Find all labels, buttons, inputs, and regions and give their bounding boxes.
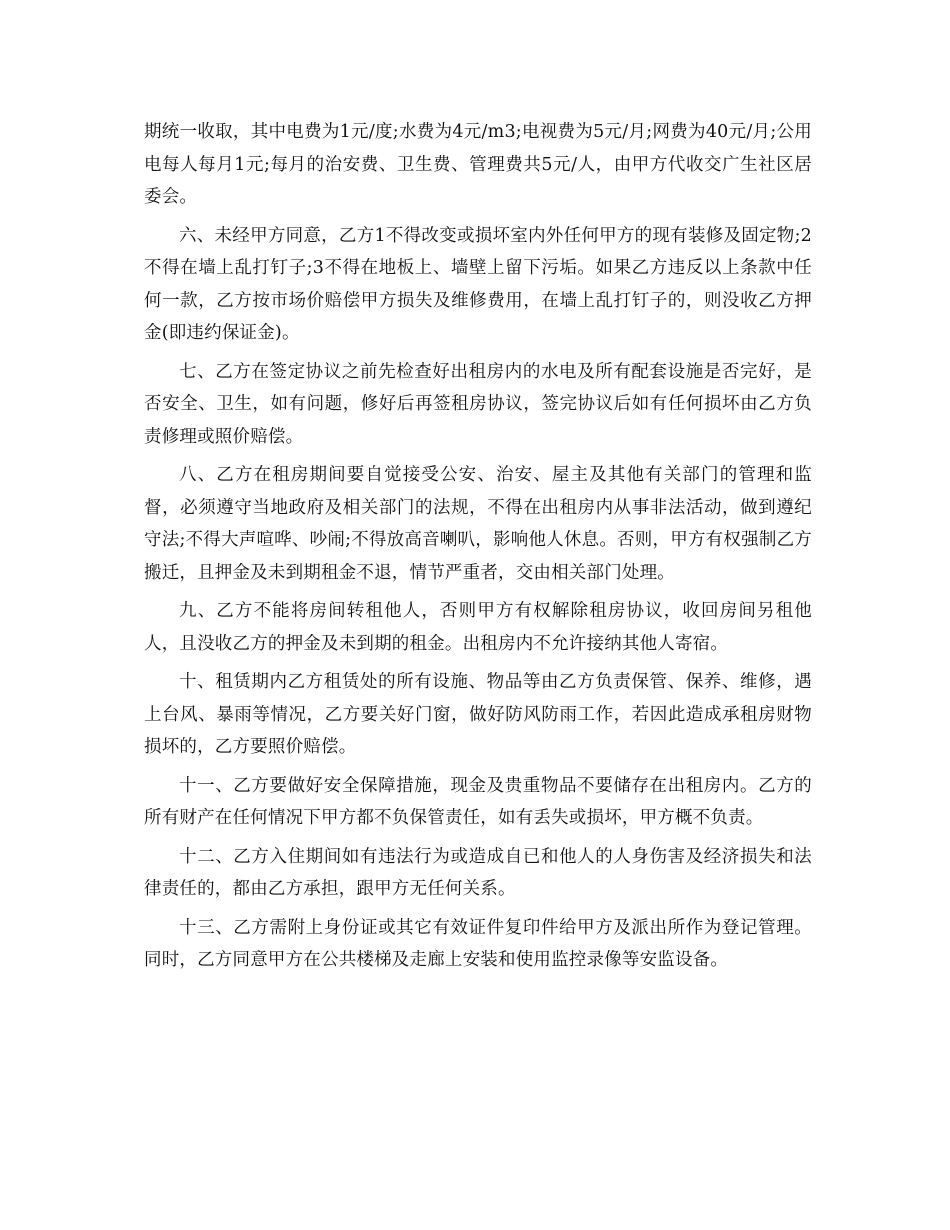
paragraph-clause-9: 九、乙方不能将房间转租他人，否则甲方有权解除租房协议，收回房间另租他人，且没收乙方的押金及未到期的租金。出租房内不允许接纳其他人寄宿。 <box>144 601 812 654</box>
paragraph-clause-8: 八、乙方在租房期间要自觉接受公安、治安、屋主及其他有关部门的管理和监督，必须遵守当地政府及相关部门的法规，不得在出租房内从事非法活动，做到遵纪守法;不得大声喧哗、吵闹;不得放高音喇叭，影响他人休息。否则，甲方有权强制乙方搬迁，且押金及未到期租金不退，情节严重者，交由相关部门处理。 <box>144 465 812 583</box>
paragraph-clause-7: 七、乙方在签定协议之前先检查好出租房内的水电及所有配套设施是否完好，是否安全、卫生，如有问题，修好后再签租房协议，签完协议后如有任何损坏由乙方负责修理或照价赔偿。 <box>144 361 812 447</box>
document-body <box>144 116 812 983</box>
paragraph-clause-10: 十、租赁期内乙方租赁处的所有设施、物品等由乙方负责保管、保养、维修，遇上台风、暴雨等情况，乙方要关好门窗，做好防风防雨工作，若因此造成承租房财物损坏的，乙方要照价赔偿。 <box>144 672 812 757</box>
paragraph-clause-11: 十一、乙方要做好安全保障措施，现金及贵重物品不要储存在出租房内。乙方的所有财产在任何情况下甲方都不负保管责任，如有丢失或损坏，甲方概不负责。 <box>144 775 812 828</box>
paragraph-clause-12: 十二、乙方入住期间如有违法行为或造成自已和他人的人身伤害及经济损失和法律责任的，都由乙方承担，跟甲方无任何关系。 <box>144 846 812 899</box>
paragraph-fee-continuation: 期统一收取，其中电费为1元/度;水费为4元/m3;电视费为5元/月;网费为40元/月;公用电每人每月1元;每月的治安费、卫生费、管理费共5元/人，由甲方代收交广生社区居委会。 <box>144 122 812 207</box>
paragraph-clause-6: 六、未经甲方同意，乙方1不得改变或损坏室内外任何甲方的现有装修及固定物;2不得在墙上乱打钉子;3不得在地板上、墙壁上留下污垢。如果乙方违反以上条款中任何一款，乙方按市场价赔偿甲方损失及维修费用，在墙上乱打钉子的，则没收乙方押金(即违约保证金)。 <box>144 225 812 343</box>
paragraph-clause-13: 十三、乙方需附上身份证或其它有效证件复印件给甲方及派出所作为登记管理。同时，乙方同意甲方在公共楼梯及走廊上安装和使用监控录像等安监设备。 <box>144 917 812 970</box>
